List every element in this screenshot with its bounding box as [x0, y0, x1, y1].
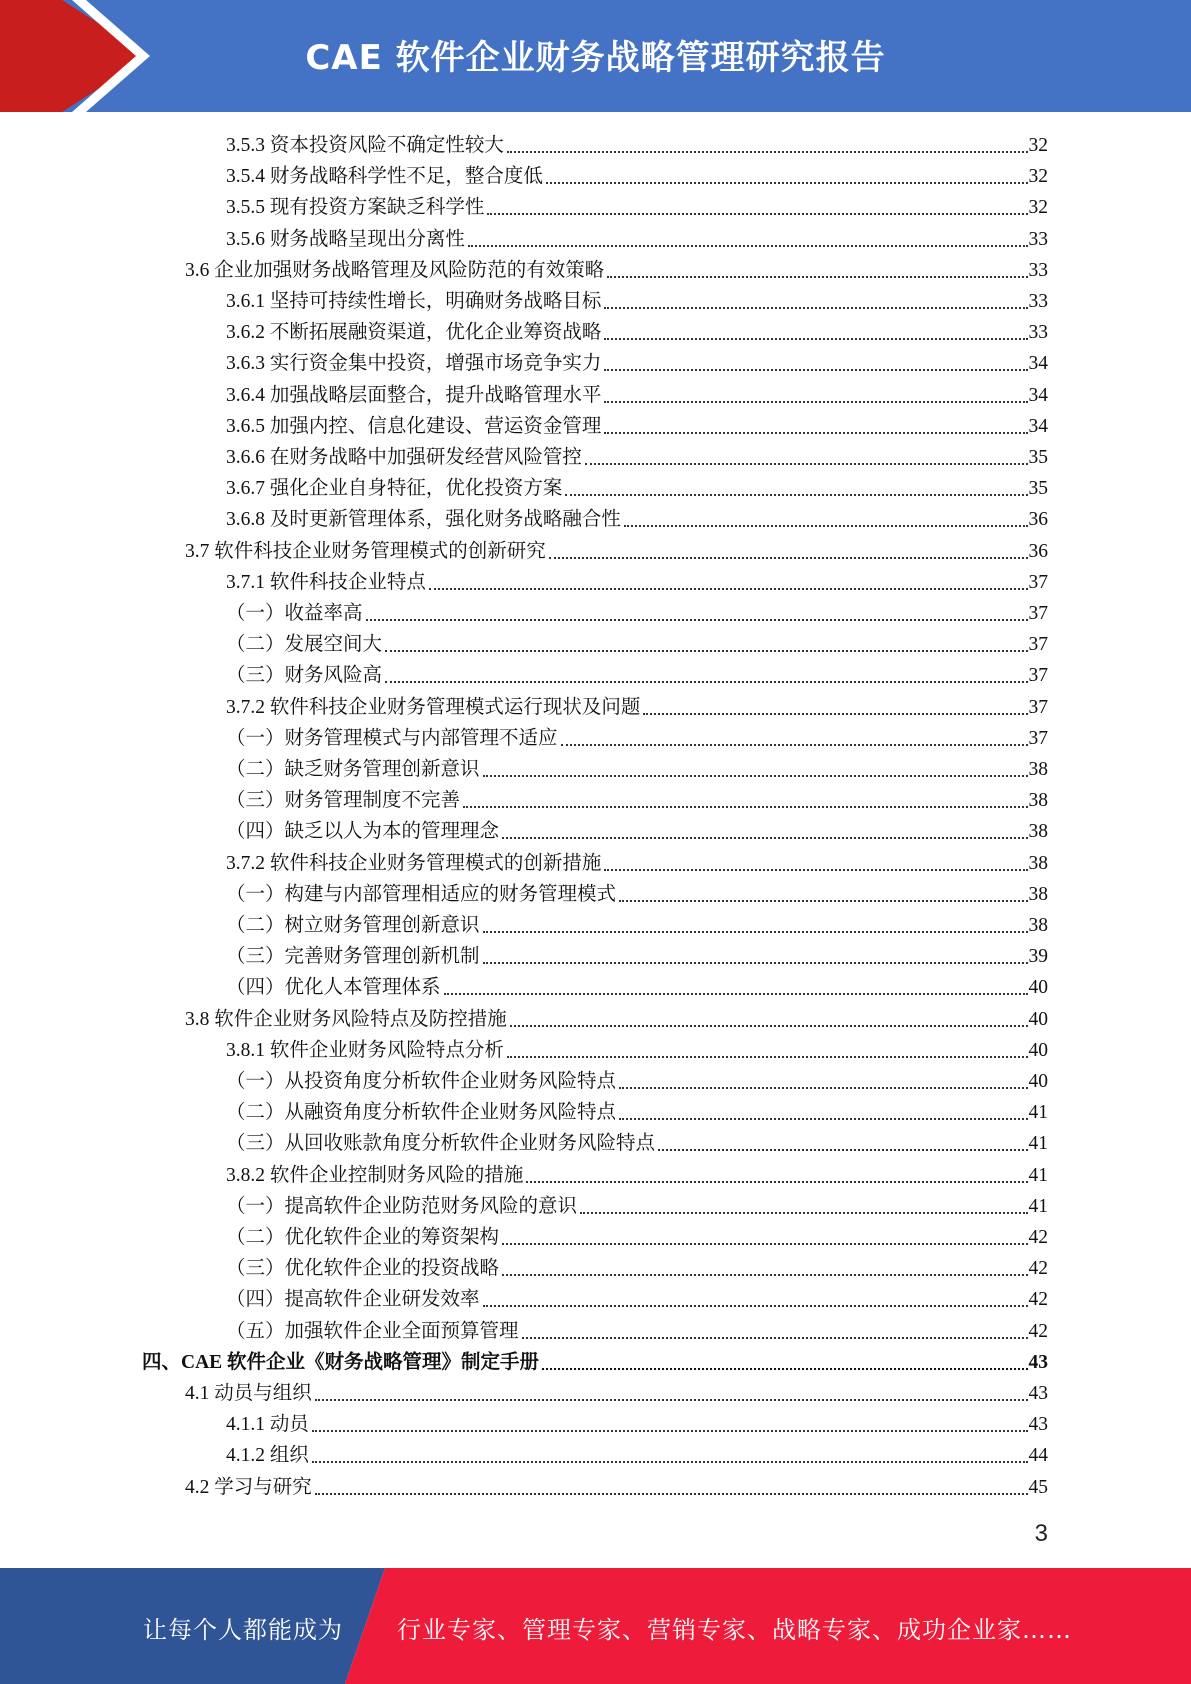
footer-slogan-left: 让每个人都能成为 [143, 1616, 343, 1644]
toc-entry-page: 36 [1028, 509, 1048, 531]
toc-entry-title: 3.6.5 加强内控、信息化建设、营运资金管理 [226, 415, 602, 437]
toc-entry-page: 44 [1028, 1445, 1048, 1467]
toc-entry-page: 40 [1028, 1039, 1048, 1061]
toc-dot-leader [483, 931, 1028, 933]
toc-entry-title: （一）构建与内部管理相适应的财务管理模式 [226, 883, 617, 905]
toc-dot-leader [658, 1149, 1027, 1151]
toc-entry[interactable] [226, 939, 1048, 970]
toc-entry-title: 4.1 动员与组织 [185, 1383, 312, 1404]
toc-entry[interactable] [226, 970, 1048, 1001]
toc-entry-title: （一）从投资角度分析软件企业财务风险特点 [226, 1071, 617, 1092]
toc-dot-leader [549, 557, 1028, 559]
toc-entry[interactable] [226, 1282, 1048, 1313]
toc-entry-page: 40 [1028, 1071, 1048, 1092]
toc-entry-title: 3.5.6 财务战略呈现出分离性 [226, 228, 465, 250]
toc-dot-leader [507, 1056, 1028, 1058]
toc-dot-leader [312, 1430, 1028, 1432]
toc-entry[interactable] [226, 908, 1048, 939]
toc-dot-leader [580, 1212, 1027, 1214]
toc-entry-page: 36 [1028, 540, 1048, 562]
toc-entry-page: 43 [1028, 1351, 1048, 1373]
toc-entry-page: 37 [1028, 571, 1048, 593]
toc-entry[interactable] [226, 284, 1048, 315]
toc-entry-title: 3.7 软件科技企业财务管理模式的创新研究 [185, 540, 546, 562]
toc-dot-leader [643, 713, 1027, 715]
toc-entry-page: 41 [1028, 1164, 1048, 1186]
toc-dot-leader [604, 369, 1027, 371]
toc-entry-title: 3.7.1 软件科技企业特点 [226, 571, 426, 593]
toc-dot-leader [502, 837, 1027, 839]
page-footer [0, 1568, 1191, 1684]
toc-entry[interactable] [226, 1189, 1048, 1220]
page-header [0, 0, 1191, 112]
toc-entry[interactable] [226, 190, 1048, 221]
toc-entry-title: 3.6.7 强化企业自身特征，优化投资方案 [226, 478, 563, 500]
toc-entry[interactable] [226, 752, 1048, 783]
toc-entry-title: 4.1.1 动员 [226, 1414, 309, 1436]
toc-dot-leader [507, 151, 1028, 153]
toc-entry-page: 43 [1028, 1383, 1048, 1404]
toc-entry-page: 37 [1028, 634, 1048, 656]
toc-dot-leader [604, 869, 1027, 871]
toc-entry-page: 32 [1028, 166, 1048, 188]
toc-entry-page: 33 [1028, 291, 1048, 312]
toc-entry[interactable] [226, 721, 1048, 752]
toc-entry-title: 3.7.2 软件科技企业财务管理模式运行现状及问题 [226, 696, 641, 718]
toc-entry-title: （三）完善财务管理创新机制 [226, 946, 480, 968]
toc-entry-title: （四）缺乏以人为本的管理理念 [226, 821, 500, 843]
toc-dot-leader [312, 1461, 1028, 1463]
toc-entry-page: 35 [1028, 478, 1048, 500]
toc-entry-title: 4.1.2 组织 [226, 1445, 309, 1467]
toc-entry[interactable] [226, 627, 1048, 658]
toc-entry-title: （三）财务风险高 [226, 665, 383, 687]
toc-entry[interactable] [226, 378, 1048, 409]
toc-entry-title: （三）财务管理制度不完善 [226, 790, 461, 812]
toc-dot-leader [487, 213, 1027, 215]
toc-entry-title: 3.6.2 不断拓展融资渠道，优化企业筹资战略 [226, 322, 602, 344]
toc-dot-leader [604, 432, 1027, 434]
page-number: 3 [1034, 1520, 1048, 1547]
toc-entry-title: 3.5.4 财务战略科学性不足，整合度低 [226, 166, 543, 188]
toc-entry[interactable] [226, 159, 1048, 190]
toc-entry[interactable] [226, 502, 1048, 533]
toc-dot-leader [385, 681, 1027, 683]
toc-entry-title: 3.7.2 软件科技企业财务管理模式的创新措施 [226, 852, 602, 874]
toc-dot-leader [526, 1181, 1027, 1183]
toc-entry-page: 33 [1028, 228, 1048, 250]
toc-entry[interactable] [226, 846, 1048, 877]
toc-entry-page: 41 [1028, 1195, 1048, 1217]
toc-entry[interactable] [226, 346, 1048, 377]
toc-dot-leader [522, 1337, 1028, 1339]
toc-entry-page: 34 [1028, 384, 1048, 406]
toc-entry-page: 38 [1028, 759, 1048, 780]
toc-entry-page: 37 [1028, 727, 1048, 749]
toc-entry-title: （二）缺乏财务管理创新意识 [226, 759, 480, 780]
toc-entry-title: 3.6.3 实行资金集中投资，增强市场竞争实力 [226, 353, 602, 375]
toc-entry[interactable] [226, 1438, 1048, 1469]
toc-entry-page: 33 [1028, 259, 1048, 281]
toc-entry-title: 3.5.3 资本投资风险不确定性较大 [226, 135, 504, 156]
toc-entry-page: 39 [1028, 946, 1048, 968]
toc-dot-leader [585, 463, 1028, 465]
toc-dot-leader [483, 962, 1028, 964]
toc-dot-leader [604, 338, 1027, 340]
toc-entry[interactable] [185, 1470, 1048, 1501]
toc-entry-title: 3.6 企业加强财务战略管理及风险防范的有效策略 [185, 259, 605, 281]
toc-dot-leader [502, 1274, 1027, 1276]
toc-dot-leader [444, 993, 1028, 995]
toc-entry[interactable] [226, 440, 1048, 471]
toc-entry-page: 33 [1028, 322, 1048, 344]
toc-entry-page: 42 [1028, 1320, 1048, 1342]
toc-entry[interactable] [185, 1376, 1048, 1407]
toc-entry-title: （三）从回收账款角度分析软件企业财务风险特点 [226, 1133, 656, 1155]
toc-entry-title: （二）优化软件企业的筹资架构 [226, 1227, 500, 1248]
toc-dot-leader [624, 525, 1028, 527]
toc-dot-leader [385, 650, 1027, 652]
toc-entry-page: 42 [1028, 1289, 1048, 1311]
toc-entry-title: （五）加强软件企业全面预算管理 [226, 1320, 519, 1342]
toc-dot-leader [604, 307, 1027, 309]
toc-entry-title: 3.6.6 在财务战略中加强研发经营风险管控 [226, 447, 582, 468]
toc-entry[interactable] [226, 1220, 1048, 1251]
toc-entry-page: 41 [1028, 1102, 1048, 1124]
toc-entry[interactable] [226, 1158, 1048, 1189]
toc-entry-title: （一）提高软件企业防范财务风险的意识 [226, 1195, 578, 1217]
toc-dot-leader [607, 276, 1027, 278]
toc-entry-page: 38 [1028, 790, 1048, 812]
toc-entry[interactable] [226, 471, 1048, 502]
toc-entry-title: （二）从融资角度分析软件企业财务风险特点 [226, 1102, 617, 1124]
toc-entry-page: 42 [1028, 1227, 1048, 1248]
toc-dot-leader [483, 1305, 1028, 1307]
toc-entry[interactable] [185, 253, 1048, 284]
toc-entry-page: 34 [1028, 353, 1048, 375]
toc-entry[interactable] [226, 1314, 1048, 1345]
toc-dot-leader [619, 1118, 1027, 1120]
toc-entry-title: 3.8.1 软件企业财务风险特点分析 [226, 1039, 504, 1061]
toc-entry-page: 32 [1028, 135, 1048, 156]
toc-dot-leader [604, 401, 1027, 403]
toc-entry-page: 38 [1028, 915, 1048, 936]
toc-entry-title: 3.8 软件企业财务风险特点及防控措施 [185, 1008, 507, 1030]
toc-entry[interactable] [226, 1251, 1048, 1282]
toc-entry[interactable] [226, 565, 1048, 596]
toc-dot-leader [561, 744, 1028, 746]
toc-entry[interactable] [226, 128, 1048, 159]
toc-entry-page: 40 [1028, 977, 1048, 999]
toc-dot-leader [542, 1368, 1027, 1370]
toc-dot-leader [315, 1493, 1028, 1495]
toc-entry-page: 37 [1028, 696, 1048, 718]
toc-entry-title: （一）收益率高 [226, 603, 363, 624]
toc-entry-page: 40 [1028, 1008, 1048, 1030]
toc-entry[interactable] [226, 783, 1048, 814]
toc-entry[interactable] [226, 1126, 1048, 1157]
toc-entry[interactable] [226, 409, 1048, 440]
toc-entry[interactable] [226, 315, 1048, 346]
toc-dot-leader [510, 1025, 1028, 1027]
toc-entry-page: 41 [1028, 1133, 1048, 1155]
report-title: CAE 软件企业财务战略管理研究报告 [305, 38, 886, 78]
toc-entry[interactable] [226, 658, 1048, 689]
toc-entry[interactable] [226, 690, 1048, 721]
toc-dot-leader [463, 806, 1027, 808]
toc-entry[interactable] [185, 534, 1048, 565]
toc-entry[interactable] [226, 222, 1048, 253]
toc-entry[interactable] [226, 814, 1048, 845]
toc-entry-page: 42 [1028, 1258, 1048, 1280]
toc-entry-page: 37 [1028, 603, 1048, 624]
toc-entry-title: 4.2 学习与研究 [185, 1476, 312, 1498]
toc-dot-leader [619, 1087, 1027, 1089]
toc-dot-leader [315, 1399, 1028, 1401]
toc-entry-title: （四）优化人本管理体系 [226, 977, 441, 999]
toc-entry-title: 3.6.8 及时更新管理体系，强化财务战略融合性 [226, 509, 621, 531]
toc-entry-title: 3.6.4 加强战略层面整合，提升战略管理水平 [226, 384, 602, 406]
toc-entry[interactable] [142, 1345, 1048, 1376]
toc-entry-title: （二）树立财务管理创新意识 [226, 915, 480, 936]
toc-entry-page: 38 [1028, 883, 1048, 905]
toc-entry-page: 34 [1028, 415, 1048, 437]
toc-entry-title: 3.6.1 坚持可持续性增长，明确财务战略目标 [226, 291, 602, 312]
toc-entry[interactable] [185, 1002, 1048, 1033]
toc-entry-title: 3.5.5 现有投资方案缺乏科学性 [226, 197, 485, 219]
toc-entry[interactable] [226, 1064, 1048, 1095]
toc-entry[interactable] [226, 1407, 1048, 1438]
toc-entry-title: （二）发展空间大 [226, 634, 383, 656]
toc-entry-page: 38 [1028, 821, 1048, 843]
toc-entry-title: （三）优化软件企业的投资战略 [226, 1258, 500, 1280]
toc-entry-page: 38 [1028, 852, 1048, 874]
toc-entry[interactable] [226, 596, 1048, 627]
toc-entry-title: （四）提高软件企业研发效率 [226, 1289, 480, 1311]
toc-entry[interactable] [226, 1095, 1048, 1126]
toc-entry-page: 35 [1028, 447, 1048, 468]
toc-entry-title: 3.8.2 软件企业控制财务风险的措施 [226, 1164, 524, 1186]
toc-entry[interactable] [226, 1033, 1048, 1064]
toc-dot-leader [502, 1243, 1027, 1245]
toc-dot-leader [546, 182, 1028, 184]
toc-dot-leader [483, 775, 1028, 777]
toc-entry-page: 45 [1028, 1476, 1048, 1498]
toc-entry-title: （一）财务管理模式与内部管理不适应 [226, 727, 558, 749]
footer-slogan-right: 行业专家、管理专家、营销专家、战略专家、成功企业家…… [397, 1616, 1072, 1644]
toc-entry-title: 四、CAE 软件企业《财务战略管理》制定手册 [142, 1351, 540, 1373]
toc-dot-leader [429, 588, 1028, 590]
toc-dot-leader [366, 619, 1028, 621]
toc-entry[interactable] [226, 877, 1048, 908]
toc-dot-leader [619, 900, 1027, 902]
toc-entry-page: 43 [1028, 1414, 1048, 1436]
toc-dot-leader [468, 245, 1028, 247]
toc-entry-page: 37 [1028, 665, 1048, 687]
toc-entry-page: 32 [1028, 197, 1048, 219]
toc-dot-leader [565, 494, 1027, 496]
